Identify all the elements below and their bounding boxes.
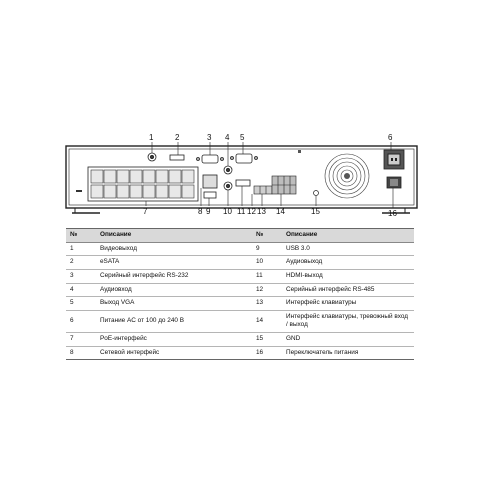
callout-5: 5 (240, 133, 245, 142)
video-out-connector (148, 153, 156, 161)
vga-port (231, 154, 258, 163)
callout-10: 10 (223, 207, 232, 216)
table-header-row (66, 229, 414, 243)
table-row (66, 346, 414, 360)
table-row (66, 283, 414, 297)
header-description-2: Описание (282, 229, 414, 243)
table-row (66, 297, 414, 311)
cell-number: 5 (66, 297, 96, 311)
cell-number: 8 (66, 346, 96, 360)
power-switch (387, 177, 401, 188)
table-row (66, 333, 414, 347)
cell-description: Серийный интерфейс RS-232 (96, 269, 252, 283)
cell-number: 14 (252, 310, 282, 332)
rs232-port (197, 155, 224, 163)
cell-description: Видеовыход (96, 242, 252, 256)
callout-3: 3 (207, 133, 212, 142)
callout-6: 6 (388, 133, 393, 142)
esata-port (170, 155, 184, 160)
callout-13: 13 (257, 207, 266, 216)
cell-description: eSATA (96, 256, 252, 270)
terminal-block (254, 176, 296, 194)
fan-grille (325, 154, 369, 198)
header-number-2: № (252, 229, 282, 243)
cell-description: Переключатель питания (282, 346, 414, 360)
cell-number: 16 (252, 346, 282, 360)
cell-description: Интерфейс клавиатуры, тревожный вход / выход (282, 310, 414, 332)
table-row (66, 310, 414, 332)
network-port (203, 175, 217, 188)
cell-description: Аудиовход (96, 283, 252, 297)
cell-description: Питание AC от 100 до 240 В (96, 310, 252, 332)
cell-number: 7 (66, 333, 96, 347)
cell-description: PoE-интерфейс (96, 333, 252, 347)
table-row (66, 269, 414, 283)
cell-number: 11 (252, 269, 282, 283)
callout-11: 11 (237, 207, 246, 216)
header-number: № (66, 229, 96, 243)
table-row (66, 256, 414, 270)
power-socket (384, 150, 404, 169)
cell-number: 12 (252, 283, 282, 297)
cell-description: USB 3.0 (282, 242, 414, 256)
audio-out-connector (224, 182, 232, 190)
callout-9: 9 (206, 207, 211, 216)
interface-table (66, 228, 414, 360)
callout-4: 4 (225, 133, 230, 142)
status-marker (298, 150, 301, 153)
cell-number: 15 (252, 333, 282, 347)
callout-12: 12 (247, 207, 256, 216)
callout-7: 7 (143, 207, 148, 216)
table-row (66, 242, 414, 256)
callout-8: 8 (198, 207, 203, 216)
callout-15: 15 (311, 207, 320, 216)
cell-number: 4 (66, 283, 96, 297)
audio-in-connector (224, 166, 232, 174)
cell-number: 13 (252, 297, 282, 311)
callout-2: 2 (175, 133, 180, 142)
cell-number: 10 (252, 256, 282, 270)
header-description: Описание (96, 229, 252, 243)
cell-description: Выход VGA (96, 297, 252, 311)
usb-port (204, 192, 216, 198)
callout-14: 14 (276, 207, 285, 216)
poe-ports (76, 167, 198, 201)
cell-number: 2 (66, 256, 96, 270)
gnd-screw (314, 191, 319, 196)
cell-description: HDMI-выход (282, 269, 414, 283)
callout-1: 1 (149, 133, 154, 142)
hdmi-port (236, 180, 250, 186)
cell-description: Интерфейс клавиатуры (282, 297, 414, 311)
cell-number: 3 (66, 269, 96, 283)
cell-description: Аудиовыход (282, 256, 414, 270)
cell-description: GND (282, 333, 414, 347)
cell-number: 6 (66, 310, 96, 332)
rear-panel-diagram (0, 0, 480, 225)
cell-number: 1 (66, 242, 96, 256)
cell-number: 9 (252, 242, 282, 256)
cell-description: Серийный интерфейс RS-485 (282, 283, 414, 297)
callout-16: 16 (388, 209, 397, 218)
cell-description: Сетевой интерфейс (96, 346, 252, 360)
